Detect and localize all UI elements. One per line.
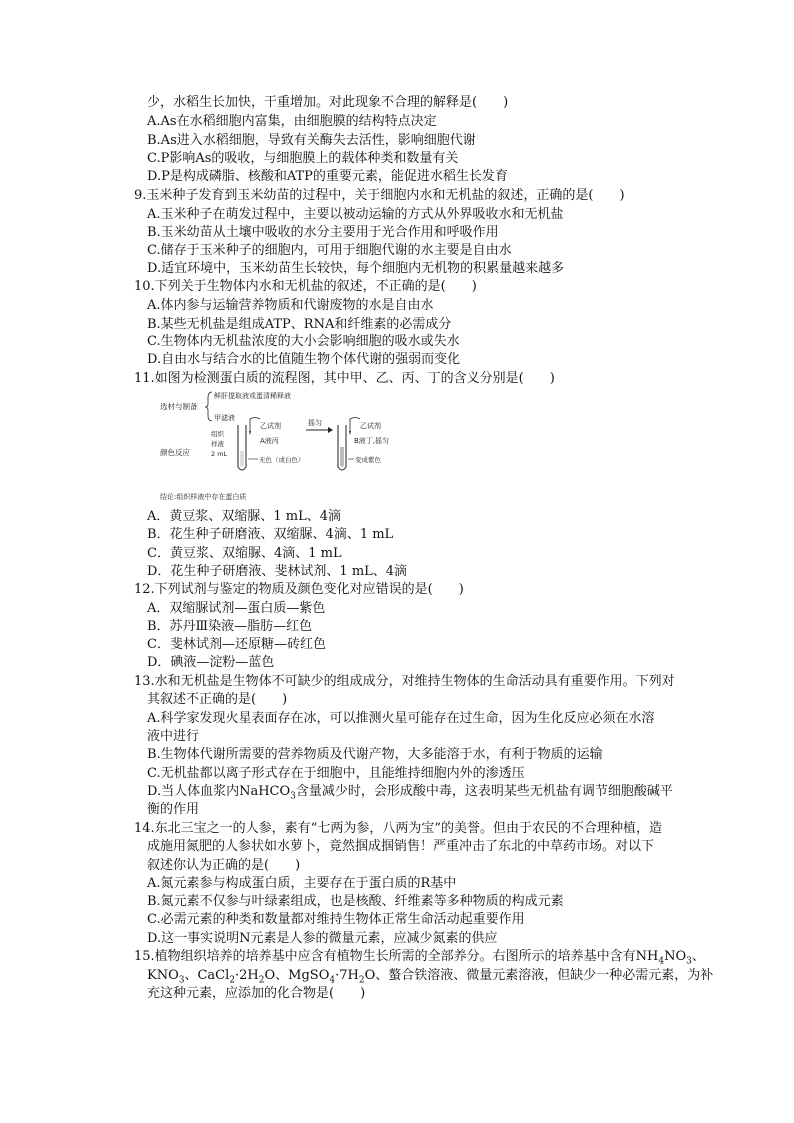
- fig-label-shake: 摇匀: [308, 419, 322, 427]
- fig-label-tissue: 组织: [211, 430, 224, 438]
- fig-label-turns-purple: 变成紫色: [355, 456, 381, 464]
- q8-option-d: D.P是构成磷脂、核酸和ATP的重要元素，能促进水稻生长发育: [147, 169, 508, 184]
- fig-label-jia-filtrate: 甲滤液: [214, 414, 235, 422]
- q13-stem: 13.水和无机盐是生物体不可缺少的组成成分，对维持生物体的生命活动具有重要作用。下列对: [134, 674, 675, 689]
- q10-option-c: C.生物体内无机盐浓度的大小会影响细胞的吸水或失水: [147, 334, 460, 349]
- fig-label-b-liquid-ding: B液丁,摇匀: [354, 437, 390, 445]
- q9-stem: 9.玉米种子发育到玉米幼苗的过程中，关于细胞内水和无机盐的叙述，正确的是( ): [134, 188, 625, 203]
- q11-option-d: D．花生种子研磨液、斐林试剂、1 mL、4滴: [147, 564, 408, 579]
- q14-stem-line3: 叙述你认为正确的是( ): [147, 858, 301, 873]
- q11-stem: 11.如图为检测蛋白质的流程图，其中甲、乙、丙、丁的含义分别是( ): [134, 371, 555, 386]
- q14-stem-line2: 成施用氮肥的人参状如水萝卜，竟然掴成掴销售！严重冲击了东北的中草药市场。对以下: [147, 839, 655, 854]
- fig-label-yi-reagent-1: 乙试剂: [260, 422, 281, 430]
- fig-label-color-reaction: 颜色反应: [160, 448, 190, 457]
- q13-option-d-continued: 衡的作用: [147, 802, 200, 817]
- q13-option-c: C.无机盐都以离子形式存在于细胞中，且能维持细胞内外的渗透压: [147, 766, 525, 781]
- fig-label-conclusion: 结论:组织样液中存在蛋白质: [160, 493, 247, 501]
- test-tube-1: [238, 418, 260, 471]
- q8-option-b: B.As进入水稻细胞，导致有关酶失去活性，影响细胞代谢: [147, 133, 476, 148]
- fig-label-material: 选材与制备: [160, 402, 198, 411]
- q8-option-c: C.P影响As的吸收，与细胞膜上的载体种类和数量有关: [147, 151, 459, 166]
- q14-option-b: B.氮元素不仅参与叶绿素组成，也是核酸、纤维素等多种物质的构成元素: [147, 894, 564, 909]
- q9-option-a: A.玉米种子在萌发过程中，主要以被动运输的方式从外界吸收水和无机盐: [147, 207, 564, 222]
- q14-stem: 14.东北三宝之一的人参，素有“七两为参，八两为宝”的美誉。但由于农民的不合理种植，造: [134, 821, 662, 836]
- q8-stem-continued: 少，水稻生长加快，干重增加。对此现象不合理的解释是( ): [147, 95, 509, 110]
- q11-option-c: C．黄豆浆、双缩脲、4滴、1 mL: [147, 546, 342, 561]
- q12-option-c: C．斐林试剂—还原糖—砖红色: [147, 637, 326, 652]
- q13-option-d: D.当人体血浆内NaHCO$_3$含量减少时，会形成酸中毒，这表明某些无机盐有调节细胞酸碱平: [147, 784, 673, 802]
- q9-option-c: C.储存于玉米种子的细胞内，可用于细胞代谢的水主要是自由水: [147, 243, 512, 258]
- fig-label-sample: 样液: [211, 440, 224, 448]
- fig-label-source: 鲜肝提取液或蛋清稀释液: [214, 392, 291, 400]
- q13-stem-continued: 其叙述不正确的是( ): [147, 692, 288, 707]
- q9-option-b: B.玉米幼苗从土壤中吸收的水分主要用于光合作用和呼吸作用: [147, 225, 499, 240]
- q15-stem-line3: 充这种元素，应添加的化合物是( ): [147, 986, 366, 1001]
- q15-stem: 15.植物组织培养的培养基中应含有植物生长所需的全部养分。右图所示的培养基中含有$NH_4NO_3$、: [134, 949, 705, 967]
- q10-option-b: B.某些无机盐是组成ATP、RNA和纤维素的必需成分: [147, 317, 452, 332]
- q12-option-b: B．苏丹Ⅲ染液—脂肪—红色: [147, 619, 313, 634]
- q12-option-a: A．双缩脲试剂—蛋白质—紫色: [147, 601, 326, 616]
- q10-option-a: A.体内参与运输营养物质和代谢废物的水是自由水: [147, 298, 434, 313]
- q10-option-d: D.自由水与结合水的比值随生物个体代谢的强弱而变化: [147, 352, 461, 367]
- fig-label-a-liquid-bing: A液丙: [260, 437, 279, 445]
- q13-option-a-continued: 液中进行: [147, 729, 200, 744]
- fig-label-2ml: 2 mL: [211, 450, 228, 458]
- fig-label-colorless: 无色（或白色）: [259, 456, 305, 464]
- q10-stem: 10.下列关于生物体内水和无机盐的叙述，不正确的是( ): [134, 279, 477, 294]
- fig-label-yi-reagent-2: 乙试剂: [360, 422, 381, 430]
- q9-option-d: D.适宜环境中，玉米幼苗生长较快，每个细胞内无机物的积累量越来越多: [147, 261, 565, 276]
- protein-detection-flowchart: [160, 389, 396, 506]
- q12-stem: 12.下列试剂与鉴定的物质及颜色变化对应错误的是( ): [134, 582, 464, 597]
- q11-option-b: B．花生种子研磨液、双缩脲、4滴、1 mL: [147, 527, 394, 542]
- q12-option-d: D．碘液—淀粉—蓝色: [147, 655, 275, 670]
- q15-stem-line2: $KNO_3$、$CaCl_2\cdot 2H_2O$、$MgSO_4\cdot 7H_2O$、螯合铁溶液、微量元素溶液，但缺少一种必需元素，为补: [147, 968, 714, 986]
- q14-option-d: D.这一事实说明N元素是人参的微量元素，应减少氮素的供应: [147, 931, 498, 946]
- q11-option-a: A．黄豆浆、双缩脲、1 mL、4滴: [147, 509, 342, 524]
- q13-option-a: A.科学家发现火星表面存在冰，可以推测火星可能存在过生命，因为生化反应必须在水溶: [147, 711, 655, 726]
- q8-option-a: A.As在水稻细胞内富集，由细胞膜的结构特点决定: [147, 114, 437, 129]
- q13-option-b: B.生物体代谢所需要的营养物质及代谢产物，大多能溶于水，有利于物质的运输: [147, 747, 603, 762]
- q14-option-c: C.必需元素的种类和数量都对维持生物体正常生命活动起重要作用: [147, 912, 525, 927]
- q14-option-a: A.氮元素参与构成蛋白质，主要存在于蛋白质的R基中: [147, 876, 457, 891]
